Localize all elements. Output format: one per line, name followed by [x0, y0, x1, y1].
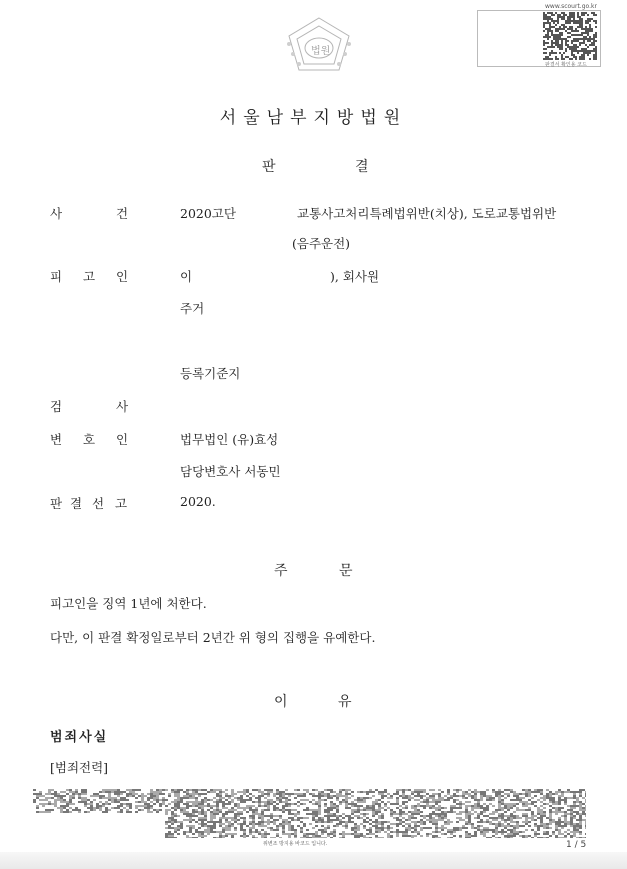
case-number: 2020고단	[180, 206, 236, 221]
label-counsel-3: 인	[116, 432, 129, 447]
order-line-1: 피고인을 징역 1년에 처한다.	[50, 596, 207, 611]
prior-record-heading: [범죄전력]	[50, 760, 109, 775]
label-sentencing-1: 판	[50, 496, 63, 511]
label-prosecutor-1: 검	[50, 399, 63, 414]
sentencing-date: 2020.	[180, 494, 216, 509]
court-name: 서울남부지방법원	[219, 108, 408, 128]
case-charges: 교통사고처리특례법위반(치상), 도로교통법위반	[297, 206, 557, 221]
verification-url: www.scourt.go.kr	[545, 3, 597, 10]
defendant-residence: 주거	[180, 301, 205, 316]
verification-caption: 판결서 확인용 코드	[545, 62, 587, 68]
judgment-title-2: 결	[355, 159, 369, 175]
order-title-1: 주	[274, 563, 288, 579]
verification-qr-icon	[543, 12, 597, 60]
label-defendant-3: 인	[116, 269, 129, 284]
crime-facts-heading: 범죄사실	[50, 730, 109, 745]
order-line-2: 다만, 이 판결 확정일로부터 2년간 위 형의 집행을 유예한다.	[50, 630, 376, 645]
order-title-2: 문	[339, 563, 353, 579]
label-sentencing-3: 선	[92, 496, 105, 511]
counsel-attorney: 담당변호사 서동민	[180, 464, 281, 479]
counsel-firm: 법무법인 (유)효성	[180, 432, 279, 447]
defendant-occupation: ), 회사원	[330, 269, 380, 284]
label-case-1: 사	[50, 206, 63, 221]
reason-title-2: 유	[338, 694, 352, 710]
label-case-2: 건	[116, 206, 129, 221]
label-prosecutor-2: 사	[116, 399, 129, 414]
anti-forgery-note: 위변조 방지용 바코드 입니다.	[263, 841, 328, 847]
seal-label: 법원	[311, 46, 331, 57]
judgment-title-1: 판	[262, 159, 276, 175]
page-number: 1 / 5	[566, 840, 587, 850]
label-counsel-2: 호	[83, 432, 96, 447]
label-defendant-1: 피	[50, 269, 63, 284]
defendant-registration: 등록기준지	[180, 366, 241, 381]
reason-title-1: 이	[274, 694, 288, 710]
label-sentencing-2: 결	[70, 496, 83, 511]
anti-forgery-barcode-icon	[33, 789, 586, 838]
case-charges-cont: (음주운전)	[292, 236, 351, 251]
label-sentencing-4: 고	[115, 496, 128, 511]
label-counsel-1: 변	[50, 432, 63, 447]
defendant-name: 이	[180, 269, 193, 284]
label-defendant-2: 고	[83, 269, 96, 284]
scan-shadow	[0, 852, 627, 869]
